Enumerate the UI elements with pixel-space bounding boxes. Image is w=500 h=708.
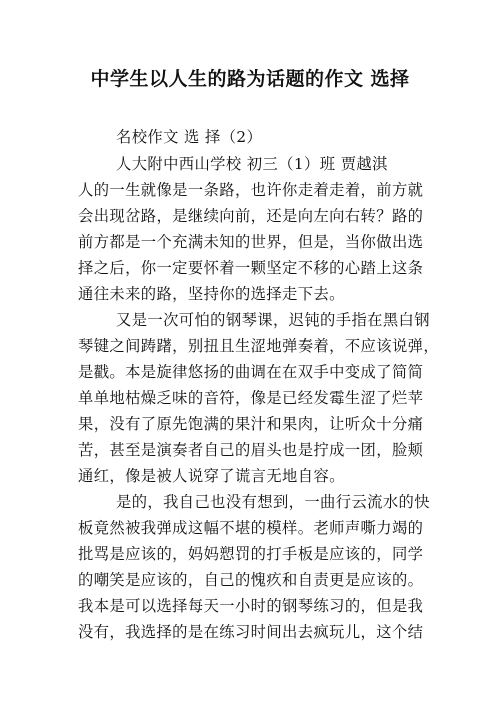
text-line: 择之后，你一定要怀着一颗坚定不移的心踏上这条: [78, 259, 424, 277]
text-line: 人的一生就像是一条路，也许你走着走着，前方就: [78, 181, 424, 199]
text-line: 批骂是应该的，妈妈愬罚的打手板是应该的，同学: [78, 545, 424, 563]
author-line: 人大附中西山学校 初三（1）班 贾越淇: [116, 155, 388, 173]
subtitle: 名校作文 选 择（2）: [116, 128, 263, 146]
text-line: 没有，我选择的是在练习时间出去疯玩儿，这个结: [78, 623, 424, 641]
text-line: 果，没有了原先饱满的果汁和果肉，让听众十分痛: [78, 415, 424, 433]
text-line: 通红，像是被人说穿了谎言无地自容。: [78, 467, 345, 485]
text-line: 苦，甚至是演奏者自己的眉头也是拧成一团，脸颊: [78, 441, 424, 459]
text-line: 我本是可以选择每天一小时的钢琴练习的，但是我: [78, 597, 424, 615]
text-line: 板竟然被我弹成这幅不堪的模样。老师声嘶力竭的: [78, 519, 424, 537]
text-line: 前方都是一个充满未知的世界，但是，当你做出选: [78, 233, 424, 251]
text-line: 是戳。本是旋律悠扬的曲调在在双手中变成了简简: [78, 363, 424, 381]
text-line: 的嘲笑是应该的，自己的愧疚和自责更是应该的。: [78, 571, 424, 589]
text-line: 通往未来的路，坚持你的选择走下去。: [78, 285, 345, 303]
text-line: 又是一次可怕的钢琴课，迟钝的手指在黑白钢: [116, 311, 430, 329]
text-line: 会出现岔路，是继续向前，还是向左向右转？路的: [78, 207, 424, 225]
text-line: 单单地枯燥乏味的音符，像是已经发霉生涩了烂苹: [78, 389, 424, 407]
document-title: 中学生以人生的路为话题的作文 选择: [90, 68, 410, 90]
text-line: 琴键之间踌躇，别扭且生涩地弹奏着，不应该说弹，: [78, 337, 440, 355]
text-line: 是的，我自己也没有想到，一曲行云流水的快: [116, 493, 430, 511]
